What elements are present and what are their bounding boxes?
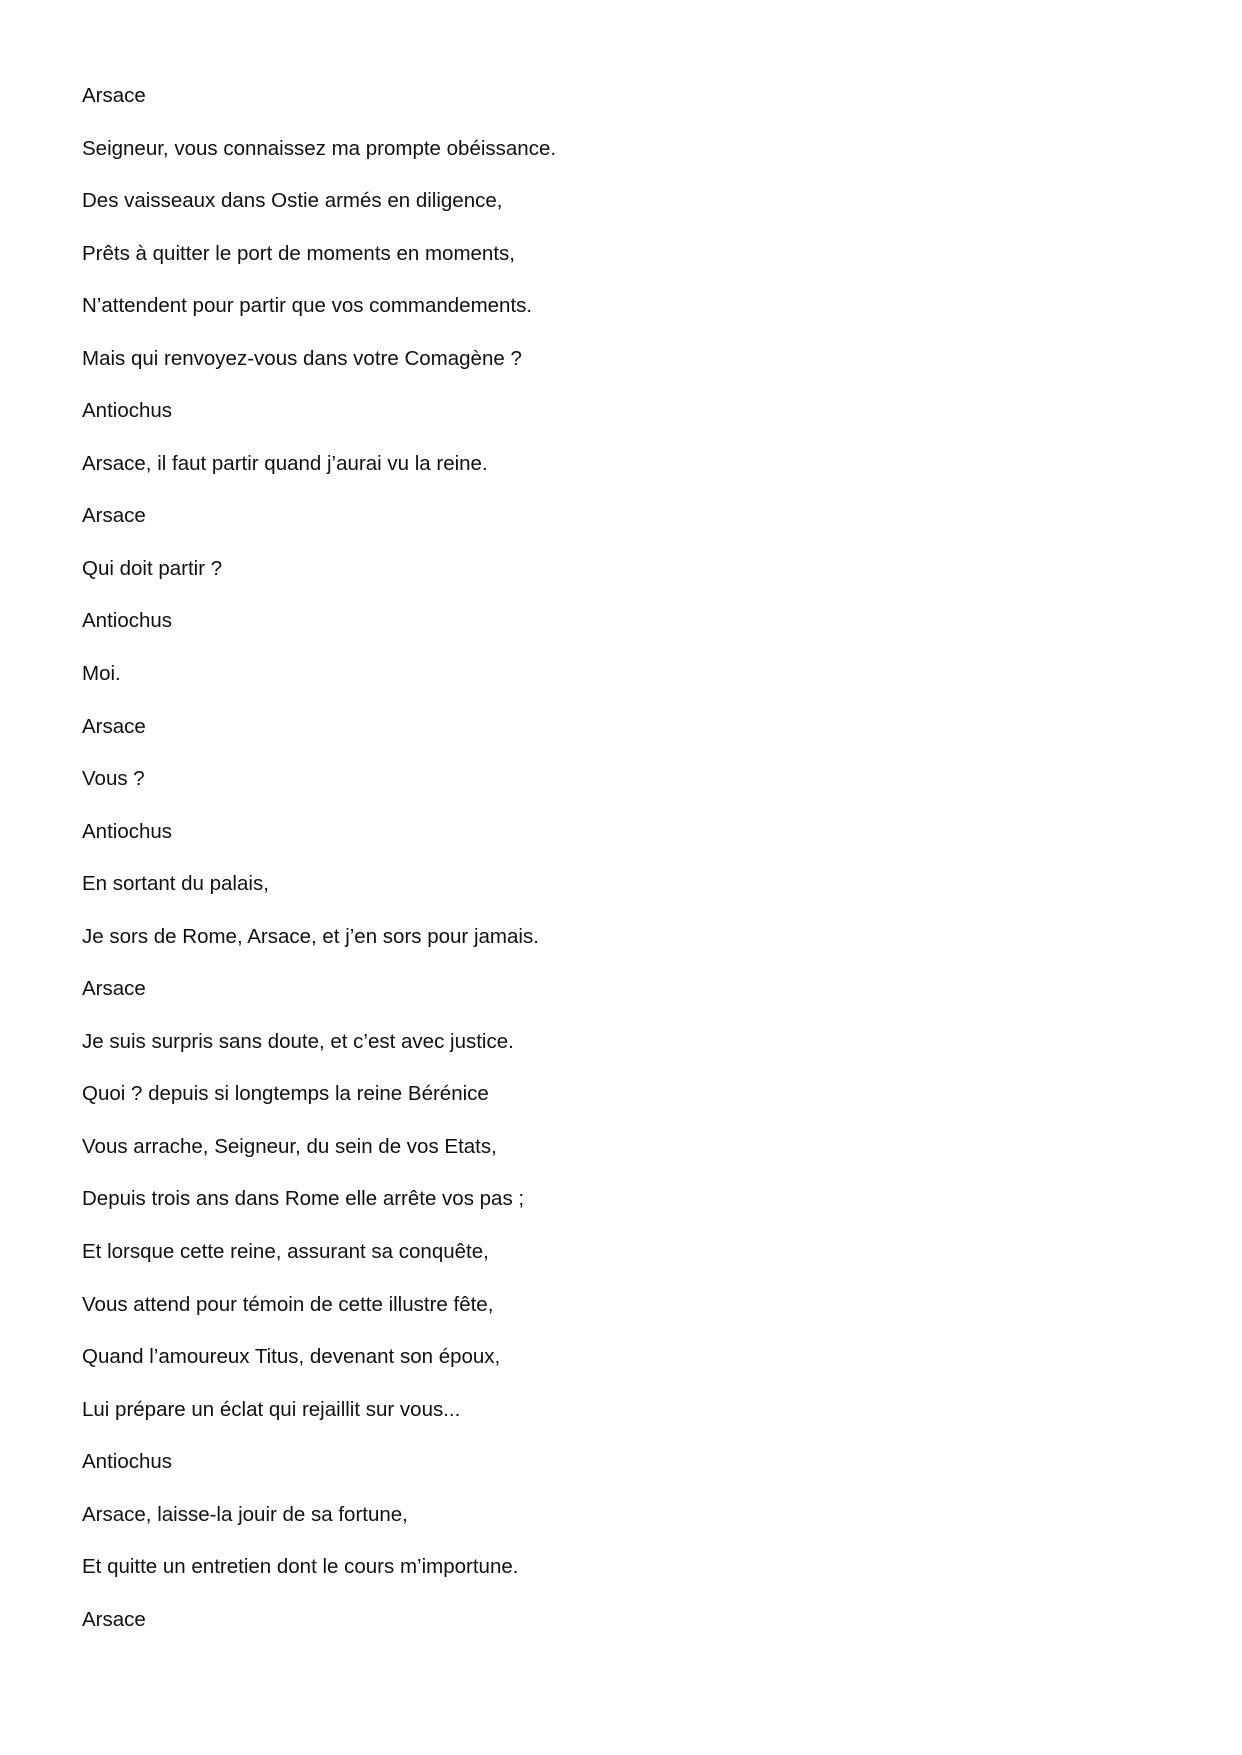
speaker-name: Arsace <box>82 84 146 107</box>
verse-line: Vous arrache, Seigneur, du sein de vos Etats, <box>82 1134 497 1158</box>
verse-line: Des vaisseaux dans Ostie armés en diligence, <box>82 189 503 213</box>
speaker-name: Antiochus <box>82 609 173 633</box>
verse-line: Je sors de Rome, Arsace, et j’en sors pour jamais. <box>82 924 539 948</box>
verse-line: Seigneur, vous connaissez ma prompte obéissance. <box>82 136 557 160</box>
verse-line: Quoi ? depuis si longtemps la reine Bérénice <box>82 1082 489 1106</box>
speaker-name: Arsace <box>82 714 146 738</box>
verse-line: Qui doit partir ? <box>82 556 223 580</box>
verse-line: Quand l’amoureux Titus, devenant son époux, <box>82 1345 501 1369</box>
verse-line: Prêts à quitter le port de moments en moments, <box>82 241 515 265</box>
verse-line: Arsace, laisse-la jouir de sa fortune, <box>82 1502 408 1526</box>
verse-line: En sortant du palais, <box>82 872 269 896</box>
verse-line: Arsace, il faut partir quand j’aurai vu la reine. <box>82 451 488 475</box>
verse-line: N’attendent pour partir que vos commandements. <box>82 294 533 318</box>
speaker-name: Arsace <box>82 977 146 1001</box>
speaker-name: Antiochus <box>82 399 173 423</box>
verse-line: Depuis trois ans dans Rome elle arrête vos pas ; <box>82 1187 525 1211</box>
speaker-name: Arsace <box>82 504 146 528</box>
verse-line: Je suis surpris sans doute, et c’est avec justice. <box>82 1029 514 1053</box>
speaker-name: Arsace <box>82 1607 146 1631</box>
script-text <box>82 80 556 1656</box>
verse-line: Lui prépare un éclat qui rejaillit sur vous... <box>82 1397 461 1421</box>
verse-line: Et quitte un entretien dont le cours m’importune. <box>82 1555 519 1579</box>
speaker-name: Antiochus <box>82 1450 173 1474</box>
verse-line: Vous ? <box>82 767 145 791</box>
verse-line: Mais qui renvoyez-vous dans votre Comagène ? <box>82 346 522 370</box>
verse-line: Vous attend pour témoin de cette illustre fête, <box>82 1292 494 1316</box>
verse-line: Moi. <box>82 662 121 686</box>
verse-line: Et lorsque cette reine, assurant sa conquête, <box>82 1240 489 1264</box>
speaker-name: Antiochus <box>82 819 173 843</box>
